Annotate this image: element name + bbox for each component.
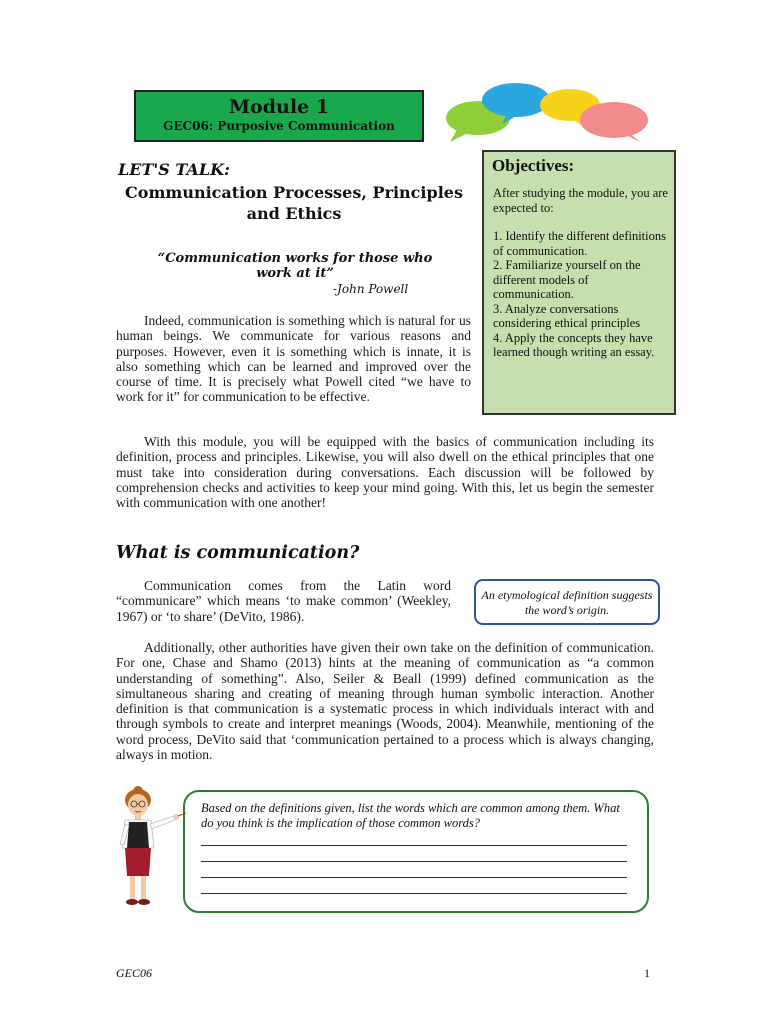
objective-item: 1. Identify the different definitions of communication. [493, 229, 666, 258]
activity-box [183, 790, 649, 913]
quote: “Communication works for those who work at it” [157, 251, 433, 281]
etymology-note: An etymological definition suggests the word’s origin. [474, 579, 660, 625]
page-number: 1 [644, 966, 650, 980]
module-header [134, 90, 424, 142]
objective-item: 4. Apply the concepts they have learned though writing an essay. [493, 330, 655, 359]
module-subtitle: GEC06: Purposive Communication [163, 119, 395, 133]
module-title: Module 1 [229, 96, 329, 118]
footer-course-code: GEC06 [116, 966, 152, 980]
objectives-box [482, 150, 676, 415]
answer-line[interactable] [201, 830, 627, 846]
page-title: Communication Processes, Principles and Ethics [125, 183, 463, 223]
intro-paragraph: Indeed, communication is something which is natural for us human beings. We communicate for various reasons and purposes. However, even it is something which is innate, it is also something which can be learned and improved over the course of time. It is precisely what Powell cited “we have to work for it” for communication to be effective. [116, 313, 471, 405]
answer-line[interactable] [201, 846, 627, 862]
speech-bubbles-icon [428, 80, 668, 148]
teacher-illustration [108, 786, 188, 908]
lets-talk-heading: LET'S TALK: [118, 160, 230, 179]
objective-item: 3. Analyze conversations considering ethical principles [493, 301, 641, 330]
answer-line[interactable] [201, 862, 627, 878]
objectives-intro: After studying the module, you are expected to: [493, 186, 668, 215]
quote-author: -John Powell [333, 282, 409, 296]
section-heading: What is communication? [116, 543, 360, 563]
module-paragraph: With this module, you will be equipped with the basics of communication including its definition, process and principles. Likewise, you will also dwell on the ethical principles that one must take into consideration during conversations. Each discussion will be followed by comprehension checks and activities to keep your mind going. With this, let us begin the semester with communication with one another! [116, 434, 654, 511]
objectives-title: Objectives: [492, 156, 575, 175]
activity-prompt: Based on the definitions given, list the words which are common among them. What do you think is the implication of those common words? [201, 801, 620, 830]
answer-line[interactable] [201, 878, 627, 894]
etymology-paragraph: Communication comes from the Latin word “communicare” which means ‘to make common’ (Weekley, 1967) or ‘to share’ (DeVito, 1986). [116, 578, 451, 624]
definitions-paragraph: Additionally, other authorities have given their own take on the definition of communication. For one, Chase and Shamo (2013) hints at the meaning of communication as “a common understanding of something”. Also, Seiler & Beall (1999) defined communication as the simultaneous sharing and creating of meaning through human symbolic interaction. Another definition is that communication is a systematic process in which individuals interact with and through symbols to create and interpret meanings (Woods, 2004). Meanwhile, mentioning of the word process, DeVito said that ‘communication pertained to a process which is always changing, always in motion. [116, 640, 654, 763]
objective-item: 2. Familiarize yourself on the different models of communication. [493, 258, 641, 301]
